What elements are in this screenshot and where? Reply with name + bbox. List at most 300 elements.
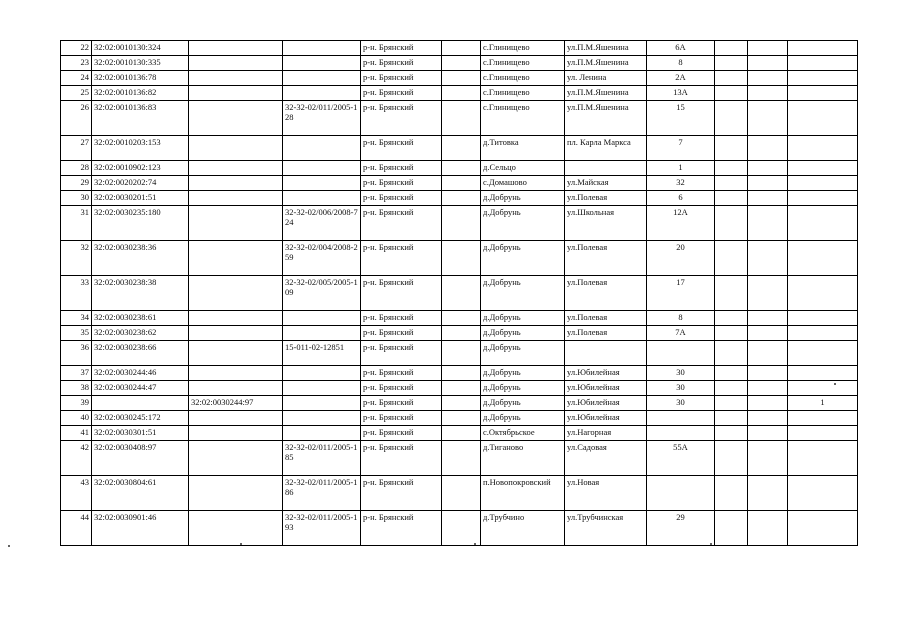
settlement-cell: д.Добрунь bbox=[481, 381, 565, 396]
empty-cell bbox=[442, 396, 481, 411]
table-row bbox=[61, 511, 858, 546]
extra-cell-2 bbox=[748, 366, 788, 381]
alt-cadastral-number: 32:02:0030244:97 bbox=[189, 396, 283, 411]
extra-cell-2 bbox=[748, 341, 788, 366]
alt-cadastral-number bbox=[189, 411, 283, 426]
extra-cell-3 bbox=[788, 441, 858, 476]
cadastral-number bbox=[92, 396, 189, 411]
alt-cadastral-number bbox=[189, 41, 283, 56]
row-number: 30 bbox=[61, 191, 92, 206]
extra-cell-1 bbox=[715, 341, 748, 366]
row-number: 24 bbox=[61, 71, 92, 86]
settlement-cell: д.Добрунь bbox=[481, 206, 565, 241]
district-cell: р-н. Брянский bbox=[361, 396, 442, 411]
row-number: 40 bbox=[61, 411, 92, 426]
cadastral-number: 32:02:0010130:324 bbox=[92, 41, 189, 56]
extra-cell-2 bbox=[748, 191, 788, 206]
extra-cell-3 bbox=[788, 476, 858, 511]
registration-number bbox=[283, 396, 361, 411]
street-cell: ул.Полевая bbox=[565, 276, 647, 311]
extra-cell-3 bbox=[788, 366, 858, 381]
extra-cell-3: 1 bbox=[788, 396, 858, 411]
cadastral-number: 32:02:0030238:66 bbox=[92, 341, 189, 366]
extra-cell-2 bbox=[748, 176, 788, 191]
cadastral-number: 32:02:0030238:61 bbox=[92, 311, 189, 326]
extra-cell-3 bbox=[788, 381, 858, 396]
settlement-cell: д.Сельцо bbox=[481, 161, 565, 176]
extra-cell-1 bbox=[715, 241, 748, 276]
alt-cadastral-number bbox=[189, 86, 283, 101]
district-cell: р-н. Брянский bbox=[361, 326, 442, 341]
extra-cell-3 bbox=[788, 426, 858, 441]
alt-cadastral-number bbox=[189, 191, 283, 206]
cadastral-number: 32:02:0030238:36 bbox=[92, 241, 189, 276]
extra-cell-2 bbox=[748, 441, 788, 476]
settlement-cell: д.Добрунь bbox=[481, 326, 565, 341]
district-cell: р-н. Брянский bbox=[361, 191, 442, 206]
row-number: 26 bbox=[61, 101, 92, 136]
extra-cell-3 bbox=[788, 326, 858, 341]
district-cell: р-н. Брянский bbox=[361, 206, 442, 241]
district-cell: р-н. Брянский bbox=[361, 426, 442, 441]
district-cell: р-н. Брянский bbox=[361, 381, 442, 396]
row-number: 42 bbox=[61, 441, 92, 476]
district-cell: р-н. Брянский bbox=[361, 441, 442, 476]
table-row bbox=[61, 86, 858, 101]
street-cell: ул.Трубчинская bbox=[565, 511, 647, 546]
extra-cell-1 bbox=[715, 511, 748, 546]
street-cell: ул.Полевая bbox=[565, 191, 647, 206]
extra-cell-3 bbox=[788, 276, 858, 311]
empty-cell bbox=[442, 311, 481, 326]
cadastral-number: 32:02:0020202:74 bbox=[92, 176, 189, 191]
house-number bbox=[647, 411, 715, 426]
cadastral-number: 32:02:0010136:82 bbox=[92, 86, 189, 101]
house-number: 30 bbox=[647, 396, 715, 411]
extra-cell-3 bbox=[788, 241, 858, 276]
district-cell: р-н. Брянский bbox=[361, 71, 442, 86]
district-cell: р-н. Брянский bbox=[361, 311, 442, 326]
table-row bbox=[61, 311, 858, 326]
extra-cell-1 bbox=[715, 176, 748, 191]
extra-cell-3 bbox=[788, 341, 858, 366]
registration-number bbox=[283, 136, 361, 161]
registration-number bbox=[283, 311, 361, 326]
alt-cadastral-number bbox=[189, 311, 283, 326]
row-number: 36 bbox=[61, 341, 92, 366]
empty-cell bbox=[442, 206, 481, 241]
empty-cell bbox=[442, 71, 481, 86]
registration-number bbox=[283, 71, 361, 86]
street-cell: ул.Юбилейная bbox=[565, 366, 647, 381]
district-cell: р-н. Брянский bbox=[361, 341, 442, 366]
extra-cell-3 bbox=[788, 161, 858, 176]
row-number: 41 bbox=[61, 426, 92, 441]
district-cell: р-н. Брянский bbox=[361, 511, 442, 546]
table-row bbox=[61, 71, 858, 86]
settlement-cell: с.Глинищево bbox=[481, 71, 565, 86]
table-row bbox=[61, 176, 858, 191]
extra-cell-3 bbox=[788, 101, 858, 136]
cadastral-number: 32:02:0030901:46 bbox=[92, 511, 189, 546]
house-number: 12А bbox=[647, 206, 715, 241]
cadastral-number: 32:02:0010136:78 bbox=[92, 71, 189, 86]
table-row bbox=[61, 396, 858, 411]
row-number: 29 bbox=[61, 176, 92, 191]
alt-cadastral-number bbox=[189, 136, 283, 161]
registration-number bbox=[283, 411, 361, 426]
alt-cadastral-number bbox=[189, 276, 283, 311]
cadastral-number: 32:02:0030244:47 bbox=[92, 381, 189, 396]
alt-cadastral-number bbox=[189, 366, 283, 381]
settlement-cell: д.Добрунь bbox=[481, 341, 565, 366]
street-cell: ул.Полевая bbox=[565, 311, 647, 326]
empty-cell bbox=[442, 426, 481, 441]
empty-cell bbox=[442, 86, 481, 101]
row-number: 35 bbox=[61, 326, 92, 341]
settlement-cell: д.Добрунь bbox=[481, 276, 565, 311]
district-cell: р-н. Брянский bbox=[361, 86, 442, 101]
extra-cell-1 bbox=[715, 366, 748, 381]
extra-cell-2 bbox=[748, 326, 788, 341]
district-cell: р-н. Брянский bbox=[361, 41, 442, 56]
registration-number bbox=[283, 381, 361, 396]
extra-cell-3 bbox=[788, 86, 858, 101]
settlement-cell: д.Трубчино bbox=[481, 511, 565, 546]
table-row bbox=[61, 41, 858, 56]
extra-cell-2 bbox=[748, 101, 788, 136]
extra-cell-2 bbox=[748, 241, 788, 276]
street-cell: пл. Карла Маркса bbox=[565, 136, 647, 161]
extra-cell-3 bbox=[788, 511, 858, 546]
empty-cell bbox=[442, 341, 481, 366]
table-row bbox=[61, 136, 858, 161]
empty-cell bbox=[442, 161, 481, 176]
street-cell: ул.Нагорная bbox=[565, 426, 647, 441]
settlement-cell: с.Глинищево bbox=[481, 41, 565, 56]
extra-cell-1 bbox=[715, 101, 748, 136]
cadastral-number: 32:02:0030408:97 bbox=[92, 441, 189, 476]
row-number: 23 bbox=[61, 56, 92, 71]
settlement-cell: д.Тиганово bbox=[481, 441, 565, 476]
extra-cell-1 bbox=[715, 136, 748, 161]
registration-number: 32-32-02/005/2005-109 bbox=[283, 276, 361, 311]
district-cell: р-н. Брянский bbox=[361, 241, 442, 276]
extra-cell-3 bbox=[788, 191, 858, 206]
alt-cadastral-number bbox=[189, 71, 283, 86]
district-cell: р-н. Брянский bbox=[361, 176, 442, 191]
district-cell: р-н. Брянский bbox=[361, 136, 442, 161]
table-row bbox=[61, 56, 858, 71]
house-number: 15 bbox=[647, 101, 715, 136]
alt-cadastral-number bbox=[189, 161, 283, 176]
row-number: 43 bbox=[61, 476, 92, 511]
extra-cell-1 bbox=[715, 381, 748, 396]
house-number: 6 bbox=[647, 191, 715, 206]
extra-cell-1 bbox=[715, 41, 748, 56]
extra-cell-2 bbox=[748, 511, 788, 546]
extra-cell-1 bbox=[715, 276, 748, 311]
extra-cell-1 bbox=[715, 396, 748, 411]
extra-cell-1 bbox=[715, 411, 748, 426]
extra-cell-1 bbox=[715, 161, 748, 176]
extra-cell-3 bbox=[788, 71, 858, 86]
row-number: 32 bbox=[61, 241, 92, 276]
house-number: 17 bbox=[647, 276, 715, 311]
alt-cadastral-number bbox=[189, 101, 283, 136]
house-number: 55А bbox=[647, 441, 715, 476]
settlement-cell: д.Добрунь bbox=[481, 311, 565, 326]
street-cell: ул.Школьная bbox=[565, 206, 647, 241]
settlement-cell: с.Глинищево bbox=[481, 56, 565, 71]
cadastral-number: 32:02:0030245:172 bbox=[92, 411, 189, 426]
extra-cell-1 bbox=[715, 56, 748, 71]
registration-number: 32-32-02/011/2005-186 bbox=[283, 476, 361, 511]
street-cell: ул.Полевая bbox=[565, 326, 647, 341]
alt-cadastral-number bbox=[189, 176, 283, 191]
cadastral-number: 32:02:0030804:61 bbox=[92, 476, 189, 511]
table-row bbox=[61, 341, 858, 366]
extra-cell-2 bbox=[748, 206, 788, 241]
house-number: 6А bbox=[647, 41, 715, 56]
house-number: 2А bbox=[647, 71, 715, 86]
alt-cadastral-number bbox=[189, 326, 283, 341]
alt-cadastral-number bbox=[189, 56, 283, 71]
street-cell: ул.Садовая bbox=[565, 441, 647, 476]
registration-number: 15-011-02-12851 bbox=[283, 341, 361, 366]
registration-number bbox=[283, 426, 361, 441]
table-row bbox=[61, 206, 858, 241]
district-cell: р-н. Брянский bbox=[361, 56, 442, 71]
row-number: 38 bbox=[61, 381, 92, 396]
street-cell: ул.Новая bbox=[565, 476, 647, 511]
extra-cell-2 bbox=[748, 56, 788, 71]
alt-cadastral-number bbox=[189, 426, 283, 441]
house-number: 20 bbox=[647, 241, 715, 276]
house-number bbox=[647, 426, 715, 441]
row-number: 34 bbox=[61, 311, 92, 326]
cadastral-number: 32:02:0030244:46 bbox=[92, 366, 189, 381]
settlement-cell: с.Октябрьское bbox=[481, 426, 565, 441]
scan-speck bbox=[834, 383, 836, 385]
settlement-cell: с.Домашово bbox=[481, 176, 565, 191]
alt-cadastral-number bbox=[189, 476, 283, 511]
alt-cadastral-number bbox=[189, 241, 283, 276]
registration-number bbox=[283, 326, 361, 341]
row-number: 37 bbox=[61, 366, 92, 381]
registration-number: 32-32-02/011/2005-193 bbox=[283, 511, 361, 546]
extra-cell-2 bbox=[748, 136, 788, 161]
row-number: 27 bbox=[61, 136, 92, 161]
house-number: 8 bbox=[647, 56, 715, 71]
street-cell bbox=[565, 161, 647, 176]
empty-cell bbox=[442, 476, 481, 511]
cadastral-number: 32:02:0010130:335 bbox=[92, 56, 189, 71]
extra-cell-2 bbox=[748, 381, 788, 396]
registration-number bbox=[283, 366, 361, 381]
district-cell: р-н. Брянский bbox=[361, 101, 442, 136]
registration-number bbox=[283, 56, 361, 71]
house-number: 30 bbox=[647, 381, 715, 396]
settlement-cell: д.Добрунь bbox=[481, 241, 565, 276]
extra-cell-1 bbox=[715, 476, 748, 511]
empty-cell bbox=[442, 326, 481, 341]
settlement-cell: д.Добрунь bbox=[481, 396, 565, 411]
table-row bbox=[61, 191, 858, 206]
extra-cell-3 bbox=[788, 41, 858, 56]
settlement-cell: с.Глинищево bbox=[481, 86, 565, 101]
street-cell: ул.Юбилейная bbox=[565, 381, 647, 396]
house-number: 13А bbox=[647, 86, 715, 101]
extra-cell-2 bbox=[748, 476, 788, 511]
house-number: 32 bbox=[647, 176, 715, 191]
house-number bbox=[647, 341, 715, 366]
house-number: 8 bbox=[647, 311, 715, 326]
cadastral-number: 32:02:0010902:123 bbox=[92, 161, 189, 176]
extra-cell-1 bbox=[715, 86, 748, 101]
empty-cell bbox=[442, 411, 481, 426]
district-cell: р-н. Брянский bbox=[361, 276, 442, 311]
house-number: 1 bbox=[647, 161, 715, 176]
district-cell: р-н. Брянский bbox=[361, 161, 442, 176]
cadastral-number: 32:02:0030235:180 bbox=[92, 206, 189, 241]
street-cell: ул.П.М.Яшенина bbox=[565, 41, 647, 56]
settlement-cell: с.Глинищево bbox=[481, 101, 565, 136]
row-number: 33 bbox=[61, 276, 92, 311]
alt-cadastral-number bbox=[189, 511, 283, 546]
row-number: 44 bbox=[61, 511, 92, 546]
extra-cell-3 bbox=[788, 136, 858, 161]
house-number: 30 bbox=[647, 366, 715, 381]
settlement-cell: д.Добрунь bbox=[481, 191, 565, 206]
scan-speck bbox=[8, 545, 10, 547]
street-cell: ул. Ленина bbox=[565, 71, 647, 86]
cadastral-number: 32:02:0030238:38 bbox=[92, 276, 189, 311]
house-number: 7А bbox=[647, 326, 715, 341]
street-cell: ул.Майская bbox=[565, 176, 647, 191]
settlement-cell: п.Новопокровский bbox=[481, 476, 565, 511]
extra-cell-1 bbox=[715, 326, 748, 341]
table-row bbox=[61, 426, 858, 441]
empty-cell bbox=[442, 191, 481, 206]
scan-speck bbox=[474, 543, 476, 545]
extra-cell-1 bbox=[715, 311, 748, 326]
extra-cell-2 bbox=[748, 311, 788, 326]
extra-cell-3 bbox=[788, 206, 858, 241]
street-cell: ул.П.М.Яшенина bbox=[565, 101, 647, 136]
extra-cell-2 bbox=[748, 161, 788, 176]
district-cell: р-н. Брянский bbox=[361, 366, 442, 381]
street-cell: ул.Юбилейная bbox=[565, 411, 647, 426]
registration-number: 32-32-02/011/2005-185 bbox=[283, 441, 361, 476]
extra-cell-2 bbox=[748, 71, 788, 86]
alt-cadastral-number bbox=[189, 341, 283, 366]
table-row bbox=[61, 161, 858, 176]
extra-cell-3 bbox=[788, 176, 858, 191]
extra-cell-2 bbox=[748, 396, 788, 411]
extra-cell-1 bbox=[715, 191, 748, 206]
empty-cell bbox=[442, 366, 481, 381]
row-number: 39 bbox=[61, 396, 92, 411]
empty-cell bbox=[442, 441, 481, 476]
registration-number: 32-32-02/011/2005-128 bbox=[283, 101, 361, 136]
empty-cell bbox=[442, 381, 481, 396]
extra-cell-1 bbox=[715, 441, 748, 476]
table-row bbox=[61, 326, 858, 341]
alt-cadastral-number bbox=[189, 206, 283, 241]
table-row bbox=[61, 441, 858, 476]
empty-cell bbox=[442, 101, 481, 136]
row-number: 31 bbox=[61, 206, 92, 241]
extra-cell-3 bbox=[788, 411, 858, 426]
settlement-cell: д.Титовка bbox=[481, 136, 565, 161]
registration-number: 32-32-02/004/2008-259 bbox=[283, 241, 361, 276]
property-register-table bbox=[60, 40, 858, 546]
empty-cell bbox=[442, 56, 481, 71]
registration-number: 32-32-02/006/2008-724 bbox=[283, 206, 361, 241]
empty-cell bbox=[442, 136, 481, 161]
extra-cell-2 bbox=[748, 426, 788, 441]
table-row bbox=[61, 381, 858, 396]
table-row bbox=[61, 241, 858, 276]
house-number bbox=[647, 476, 715, 511]
scan-speck bbox=[240, 543, 242, 545]
extra-cell-1 bbox=[715, 426, 748, 441]
alt-cadastral-number bbox=[189, 441, 283, 476]
cadastral-number: 32:02:0030238:62 bbox=[92, 326, 189, 341]
row-number: 25 bbox=[61, 86, 92, 101]
table-row bbox=[61, 411, 858, 426]
row-number: 28 bbox=[61, 161, 92, 176]
house-number: 29 bbox=[647, 511, 715, 546]
registration-number bbox=[283, 86, 361, 101]
empty-cell bbox=[442, 41, 481, 56]
registration-number bbox=[283, 176, 361, 191]
district-cell: р-н. Брянский bbox=[361, 476, 442, 511]
extra-cell-2 bbox=[748, 276, 788, 311]
table-row bbox=[61, 276, 858, 311]
district-cell: р-н. Брянский bbox=[361, 411, 442, 426]
extra-cell-2 bbox=[748, 86, 788, 101]
house-number: 7 bbox=[647, 136, 715, 161]
row-number: 22 bbox=[61, 41, 92, 56]
extra-cell-3 bbox=[788, 311, 858, 326]
registration-number bbox=[283, 41, 361, 56]
register-rows bbox=[61, 41, 858, 546]
street-cell: ул.П.М.Яшенина bbox=[565, 86, 647, 101]
settlement-cell: д.Добрунь bbox=[481, 411, 565, 426]
street-cell: ул.П.М.Яшенина bbox=[565, 56, 647, 71]
registration-number bbox=[283, 161, 361, 176]
cadastral-number: 32:02:0010136:83 bbox=[92, 101, 189, 136]
empty-cell bbox=[442, 511, 481, 546]
cadastral-number: 32:02:0030201:51 bbox=[92, 191, 189, 206]
table-row bbox=[61, 476, 858, 511]
extra-cell-2 bbox=[748, 41, 788, 56]
table-row bbox=[61, 101, 858, 136]
empty-cell bbox=[442, 276, 481, 311]
street-cell: ул.Юбилейная bbox=[565, 396, 647, 411]
empty-cell bbox=[442, 241, 481, 276]
empty-cell bbox=[442, 176, 481, 191]
extra-cell-1 bbox=[715, 206, 748, 241]
extra-cell-2 bbox=[748, 411, 788, 426]
extra-cell-3 bbox=[788, 56, 858, 71]
alt-cadastral-number bbox=[189, 381, 283, 396]
table-row bbox=[61, 366, 858, 381]
extra-cell-1 bbox=[715, 71, 748, 86]
cadastral-number: 32:02:0010203:153 bbox=[92, 136, 189, 161]
